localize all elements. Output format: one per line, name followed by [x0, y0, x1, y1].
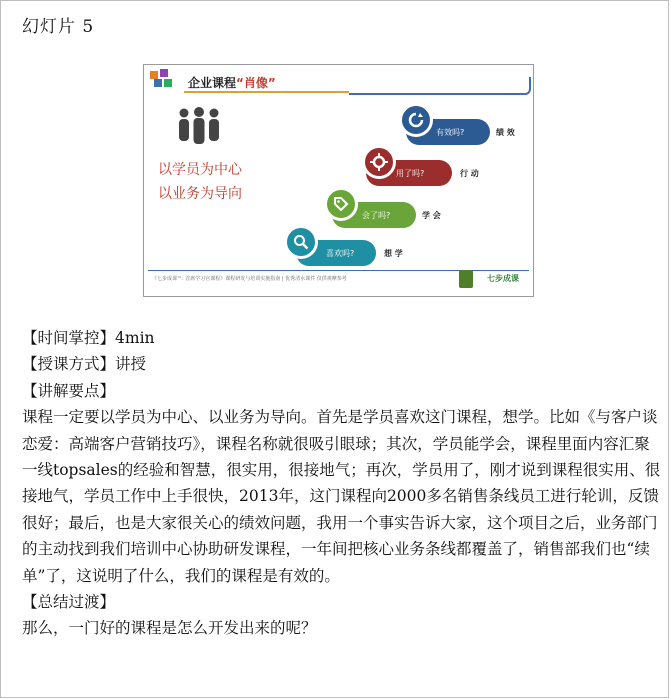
- motto-line-1: 以学员为中心: [158, 162, 242, 178]
- brand-logo: 七步成课: [487, 274, 519, 283]
- step-circle-action: [362, 145, 396, 179]
- slide-motto: [158, 158, 242, 206]
- method-value: 讲授: [115, 355, 147, 374]
- decor-square: [160, 69, 168, 77]
- motto-line-2: 以业务为导向: [158, 186, 242, 202]
- step-question: 用了吗?: [396, 168, 425, 178]
- time-label: 【时间掌控】: [22, 329, 116, 347]
- refresh-icon: [407, 111, 425, 129]
- slide-header: [188, 74, 276, 91]
- slide-header-quote: “肖像”: [236, 76, 276, 90]
- slide-number-title: 幻灯片 5: [22, 17, 95, 37]
- people-icon: [174, 107, 224, 147]
- slide-header-text: 企业课程: [188, 76, 237, 90]
- time-value: 4min: [115, 329, 155, 347]
- slide-thumbnail[interactable]: [143, 64, 534, 297]
- gear-icon: [370, 153, 388, 171]
- step-label-want: 想 学: [384, 249, 403, 258]
- points-body: 课程一定要以学员为中心、以业务为导向。首先是学员喜欢这门课程，想学。比如《与客户谈恋爱：高端客户营销技巧》，课程名称就很吸引眼球；其次，学员能学会，课程里面内容汇聚一线topsales的经验和智慧，很实用，很接地气；再次，学员用了，刚才说到课程很实用、很接地气，学员工作中上手很快，2013年，这门课程向2000多名销售条线员工进行轮训，反馈很好；最后，也是大家很关心的绩效问题，我用一个事实告诉大家，这个项目之后，业务部门的主动找到我们培训中心协助研发课程，一年间把核心业务条线都覆盖了，销售部我们也“续单”了，这说明了什么，我们的课程是有效的。: [22, 408, 661, 585]
- slide-footer-text: 《七步成课™: 首席学习官课程》课程研发与培训实施指南 | 优秀清水课件 仅供观摩参考: [152, 276, 347, 282]
- summary-body: 那么，一门好的课程是怎么开发出来的呢？: [22, 619, 317, 638]
- step-circle-learn: [324, 187, 358, 221]
- tag-icon: [333, 196, 349, 212]
- decor-square: [154, 79, 162, 87]
- step-question: 喜欢吗?: [326, 248, 355, 258]
- speaker-notes: [22, 325, 662, 642]
- step-circle-want: [284, 225, 318, 259]
- step-label-action: 行 动: [460, 169, 479, 178]
- step-question: 会了吗?: [362, 210, 391, 220]
- decor-square: [150, 71, 158, 79]
- notes-method: [22, 351, 662, 377]
- step-label-learn: 学 会: [422, 211, 441, 220]
- search-icon: [293, 234, 309, 250]
- decor-square: [164, 79, 172, 87]
- step-label-performance: 绩 效: [496, 128, 515, 137]
- header-bracket: [349, 77, 531, 95]
- header-underline: [184, 91, 349, 93]
- points-label: 【讲解要点】: [22, 381, 116, 400]
- badge-icon: [459, 270, 473, 288]
- summary-label: 【总结过渡】: [22, 593, 116, 612]
- notes-time: [22, 325, 662, 351]
- step-circle-performance: [399, 103, 433, 137]
- method-label: 【授课方式】: [22, 355, 116, 374]
- step-question: 有效吗?: [436, 127, 465, 137]
